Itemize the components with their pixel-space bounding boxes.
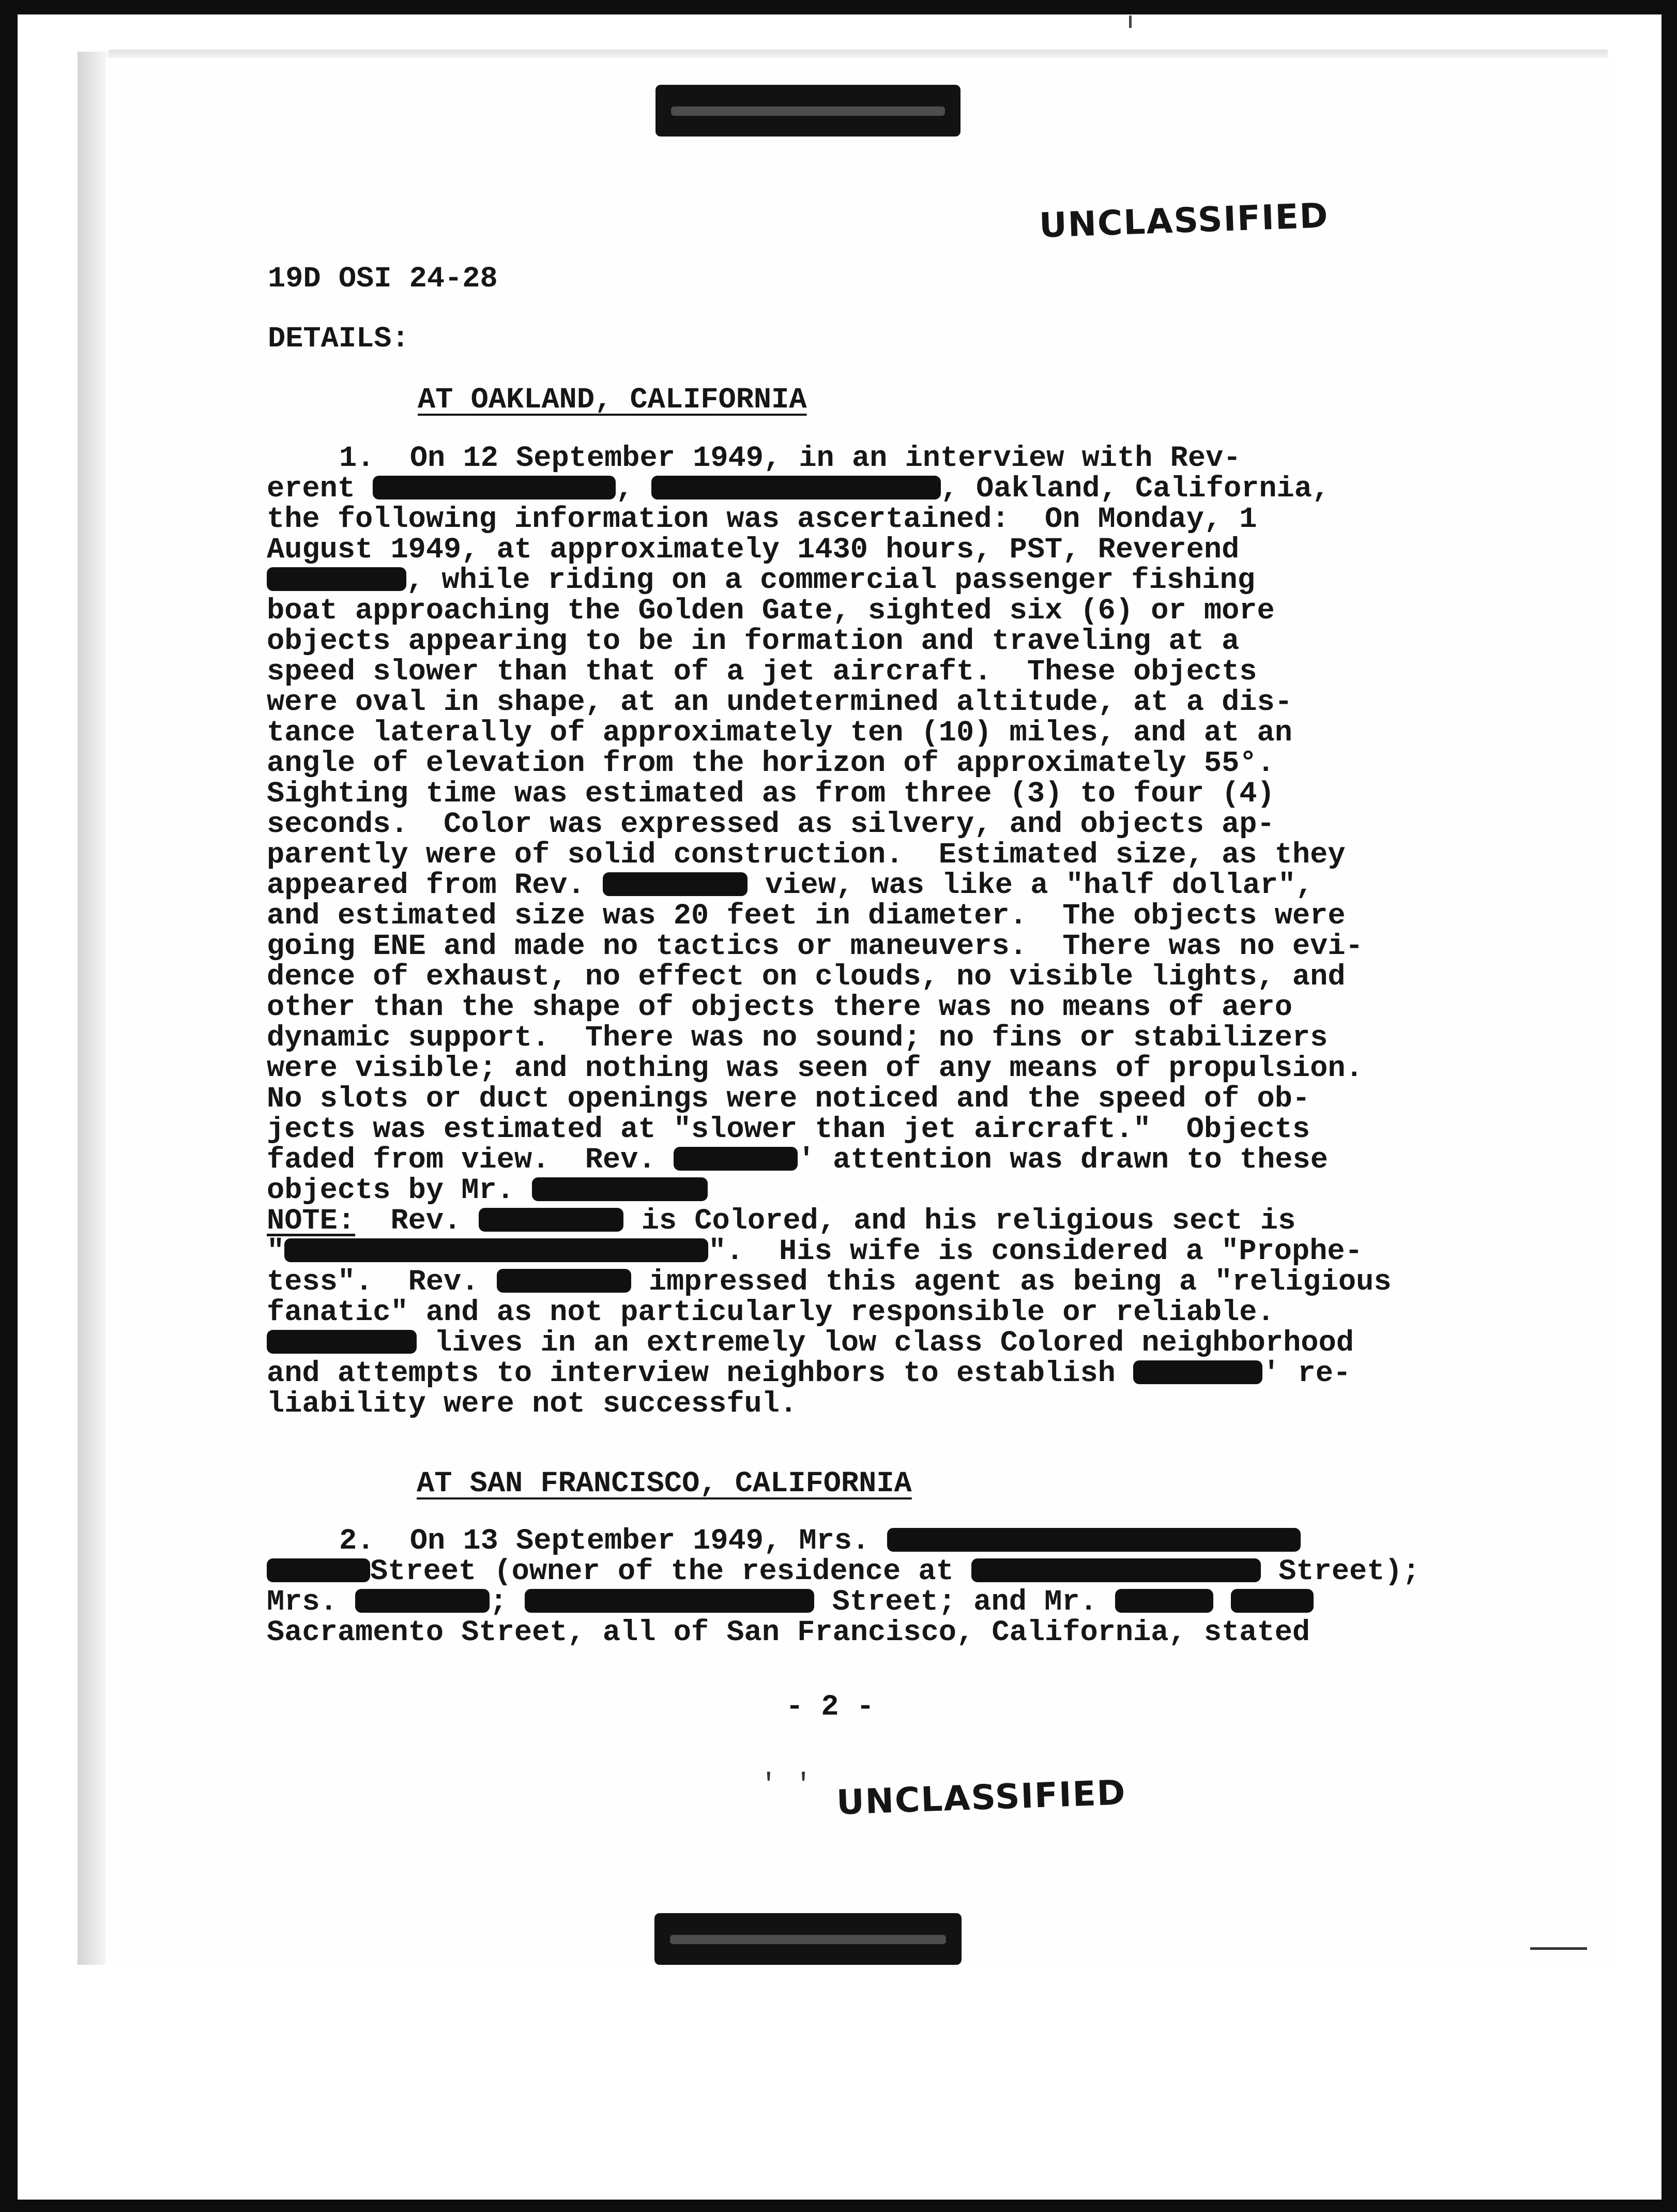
text-segment: liability were not successful.: [267, 1388, 798, 1421]
text-segment: Street; and Mr.: [814, 1586, 1115, 1619]
page-number: - 2 -: [786, 1691, 875, 1724]
text-line: [267, 993, 1292, 1023]
text-segment: seconds. Color was expressed as silvery, and objects ap-: [267, 808, 1275, 841]
text-segment: August 1949, at approximately 1430 hours, PST, Reverend: [267, 534, 1240, 567]
text-line: [267, 1389, 797, 1420]
text-line: [267, 779, 1275, 810]
redaction-bar: [887, 1528, 1301, 1552]
text-segment: the following information was ascertained: On Monday, 1: [267, 503, 1257, 536]
scan-mark: [1530, 1947, 1587, 1950]
text-line: [267, 1115, 1310, 1145]
text-segment: speed slower than that of a jet aircraft. These objects: [267, 656, 1257, 689]
text-segment: No slots or duct openings were noticed and the speed of ob-: [267, 1083, 1310, 1116]
text-line: [267, 474, 1330, 505]
text-line: [267, 1298, 1275, 1328]
text-line: [267, 840, 1346, 871]
text-segment: lives in an extremely low class Colored neighborhood: [417, 1327, 1354, 1360]
text-line: [267, 1145, 1328, 1176]
text-line: [267, 535, 1239, 566]
text-segment: [1213, 1586, 1231, 1619]
text-line: [267, 1206, 1295, 1237]
redaction-bar: [1231, 1589, 1314, 1613]
redacted-classification-stamp-top: [655, 85, 961, 137]
text-segment: 2. On 13 September 1949, Mrs.: [339, 1525, 888, 1558]
redaction-bar: [1133, 1360, 1262, 1384]
text-segment: parently were of solid construction. Estimated size, as they: [267, 839, 1346, 872]
text-line: [267, 1054, 1363, 1084]
text-segment: Sighting time was estimated as from three (3) to four (4): [267, 778, 1275, 811]
text-line: [267, 1587, 1314, 1618]
text-segment: other than the shape of objects there was no means of aero: [267, 991, 1292, 1024]
text-line: [267, 1237, 1363, 1267]
file-number: 19D OSI 24-28: [268, 263, 498, 296]
text-line: [267, 962, 1346, 993]
text-line: [267, 688, 1292, 718]
text-segment: erent: [267, 473, 373, 506]
redaction-bar: [355, 1589, 490, 1613]
redaction-bar: [373, 476, 616, 499]
details-label: DETAILS:: [268, 323, 409, 356]
text-line: [267, 718, 1292, 749]
text-segment: 1. On 12 September 1949, in an interview with Rev-: [339, 442, 1241, 475]
text-line: [267, 901, 1346, 932]
text-line: [267, 871, 1313, 901]
text-segment: going ENE and made no tactics or maneuvers. There was no evi-: [267, 930, 1363, 963]
redaction-bar: [284, 1238, 708, 1262]
text-segment: faded from view. Rev.: [267, 1144, 674, 1177]
classification-mark-top: UNCLASSIFIED: [1038, 195, 1330, 246]
text-line: [267, 749, 1275, 779]
redaction-bar: [267, 567, 406, 591]
text-segment: Rev.: [355, 1205, 479, 1238]
redaction-bar: [971, 1558, 1261, 1582]
scan-border-left: [0, 0, 18, 2212]
redaction-bar: [267, 1558, 370, 1582]
text-segment: ' attention was drawn to these: [797, 1144, 1328, 1177]
text-segment: appeared from Rev.: [267, 869, 603, 902]
text-line: [267, 1176, 708, 1206]
redaction-bar: [479, 1208, 623, 1232]
redaction-bar: [674, 1147, 798, 1171]
text-line: [267, 1023, 1328, 1054]
text-segment: , while riding on a commercial passenger fishing: [406, 564, 1255, 597]
text-segment: ;: [490, 1586, 525, 1619]
text-segment: and estimated size was 20 feet in diameter. The objects were: [267, 900, 1346, 933]
text-segment: ". His wife is considered a "Prophe-: [708, 1235, 1363, 1268]
text-segment: ' re-: [1262, 1357, 1351, 1390]
redaction-bar: [651, 476, 941, 499]
text-segment: NOTE:: [267, 1205, 356, 1238]
scan-mark: [1129, 16, 1132, 28]
text-segment: ,: [616, 473, 651, 506]
text-line: [267, 657, 1257, 688]
text-line: [267, 1359, 1351, 1389]
redaction-bar: [497, 1269, 631, 1293]
text-segment: Sacramento Street, all of San Francisco, California, stated: [267, 1616, 1310, 1649]
section-heading-san-francisco: AT SAN FRANCISCO, CALIFORNIA: [417, 1467, 912, 1501]
section-heading-oakland: AT OAKLAND, CALIFORNIA: [418, 384, 807, 417]
text-segment: Mrs.: [267, 1586, 356, 1619]
text-segment: , Oakland, California,: [940, 473, 1330, 506]
redaction-bar: [532, 1177, 708, 1201]
text-segment: ": [267, 1235, 285, 1268]
text-segment: boat approaching the Golden Gate, sighted six (6) or more: [267, 595, 1275, 628]
text-segment: and attempts to interview neighbors to establish: [267, 1357, 1134, 1390]
scan-border-right: [1661, 0, 1677, 2212]
scan-border-bottom: [0, 2200, 1677, 2212]
text-line: [267, 1557, 1420, 1587]
text-line: [267, 1328, 1354, 1359]
text-segment: objects by Mr.: [267, 1174, 532, 1207]
text-line: [267, 932, 1363, 962]
classification-mark-bottom: UNCLASSIFIED: [835, 1772, 1127, 1823]
redaction-bar: [525, 1589, 814, 1613]
text-segment: angle of elevation from the horizon of approximately 55°.: [267, 747, 1275, 780]
stray-marks: ' ': [760, 1768, 812, 1801]
text-segment: dynamic support. There was no sound; no fins or stabilizers: [267, 1022, 1328, 1055]
text-line: [267, 505, 1257, 535]
text-segment: impressed this agent as being a "religious: [631, 1266, 1392, 1299]
text-segment: were visible; and nothing was seen of any means of propulsion.: [267, 1052, 1363, 1085]
text-line: [267, 1084, 1310, 1115]
text-segment: were oval in shape, at an undetermined altitude, at a dis-: [267, 686, 1292, 719]
text-line: [267, 810, 1275, 840]
redacted-classification-stamp-bottom: [654, 1913, 962, 1965]
text-line: [267, 1618, 1310, 1648]
text-segment: fanatic" and as not particularly responsible or reliable.: [267, 1296, 1275, 1329]
redaction-bar: [1115, 1589, 1213, 1613]
text-segment: Street (owner of the residence at: [370, 1555, 971, 1588]
text-line: [339, 444, 1241, 474]
text-line: [267, 566, 1255, 596]
text-line: [267, 1267, 1392, 1298]
text-segment: view, was like a "half dollar",: [747, 869, 1314, 902]
text-segment: tance laterally of approximately ten (10) miles, and at an: [267, 717, 1292, 750]
scan-border-top: [0, 0, 1677, 14]
text-segment: Street);: [1261, 1555, 1420, 1588]
redaction-bar: [603, 872, 748, 896]
text-line: [339, 1526, 1301, 1557]
text-segment: tess". Rev.: [267, 1266, 497, 1299]
redaction-bar: [267, 1330, 417, 1354]
text-line: [267, 596, 1275, 627]
text-segment: objects appearing to be in formation and traveling at a: [267, 625, 1240, 658]
text-line: [267, 627, 1239, 657]
text-segment: dence of exhaust, no effect on clouds, no visible lights, and: [267, 961, 1346, 994]
text-segment: jects was estimated at "slower than jet aircraft." Objects: [267, 1113, 1310, 1146]
text-segment: is Colored, and his religious sect is: [623, 1205, 1296, 1238]
